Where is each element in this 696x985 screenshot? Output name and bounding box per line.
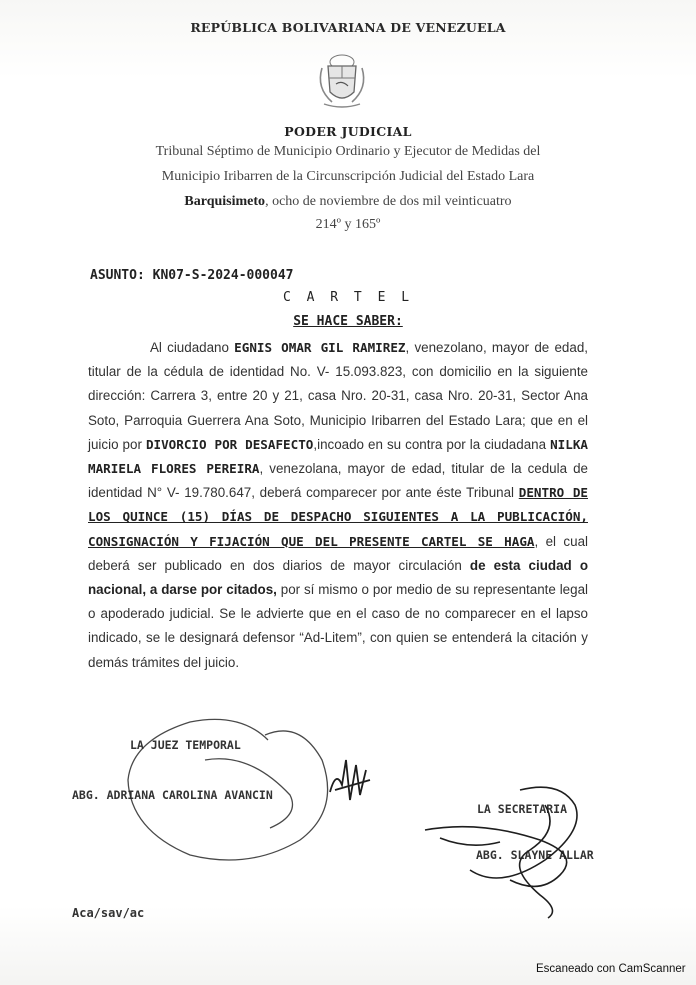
juez-signature <box>330 760 370 800</box>
cartel-title: C A R T E L <box>282 290 414 305</box>
initials: Aca/sav/ac <box>72 906 145 920</box>
secretaria-title: LA SECRETARIA <box>477 802 568 816</box>
se-hace-saber: SE HACE SABER: <box>293 314 403 329</box>
date-text: , ocho de noviembre de dos mil veinticuatro <box>265 194 512 209</box>
secretaria-name: ABG. SLAYNE ALLAR <box>476 848 594 862</box>
notice-body <box>88 336 588 675</box>
poder-judicial-heading: PODER JUDICIAL <box>284 124 412 139</box>
city: Barquisimeto <box>184 194 266 209</box>
juez-title: LA JUEZ TEMPORAL <box>130 738 241 752</box>
date-line <box>0 194 696 210</box>
republic-heading: REPÚBLICA BOLIVARIANA DE VENEZUELA <box>190 20 506 35</box>
years-line: 214º y 165º <box>315 217 381 232</box>
asunto-line: ASUNTO: KN07-S-2024-000047 <box>90 268 294 283</box>
body-text-2: , venezolano, mayor de edad, titular de la cédula de identidad No. V- 15.093.823, con domicilio en la siguiente dirección: Carrera 3, entre 20 y 21, casa Nro. 20-31, casa Nro. 20-31, Sector Ana Soto, Parroquia Guerrera Ana Soto, Municipio Iribarren del Estado Lara; que en el juicio por <box>88 340 588 452</box>
defendant-name: EGNIS OMAR GIL RAMIREZ <box>234 340 406 355</box>
bold-phrase: de esta ciudad o nacional, a darse por citados, <box>88 557 588 598</box>
juez-name: ABG. ADRIANA CAROLINA AVANCIN <box>72 788 273 802</box>
body-text-3: ,incoado en su contra por la ciudadana <box>313 436 551 452</box>
body-text-6: por sí mismo o por medio de su representante legal o apoderado judicial. Se le advierte que en el caso de no comparecer en el lapso indicado, se le designará defensor “Ad-Litem”, con quien se entenderá la citación y demás trámites del juicio. <box>88 582 588 670</box>
body-text-1: Al ciudadano <box>150 340 235 355</box>
coat-of-arms-seal-icon <box>314 48 370 110</box>
body-text-5: , el cual deberá ser publicado en dos diarios de mayor circulación <box>88 533 588 573</box>
tribunal-line-2: Municipio Iribarren de la Circunscripción Judicial del Estado Lara <box>161 169 535 184</box>
deadline-clause: DENTRO DE LOS QUINCE (15) DÍAS DE DESPACHO SIGUIENTES A LA PUBLICACIÓN, CONSIGNACIÓN Y FIJACIÓN QUE DEL PRESENTE CARTEL SE HAGA <box>88 485 588 549</box>
plaintiff-name: NILKA MARIELA FLORES PEREIRA <box>88 436 588 477</box>
body-text-4: , venezolana, mayor de edad, titular de la cedula de identidad N° V- 19.780.647, deberá comparecer por ante éste Tribunal <box>88 461 588 501</box>
tribunal-line-1: Tribunal Séptimo de Municipio Ordinario y Ejecutor de Medidas del <box>155 144 541 159</box>
case-type: DIVORCIO POR DESAFECTO <box>145 436 314 452</box>
scanner-watermark: Escaneado con CamScanner <box>536 963 686 975</box>
